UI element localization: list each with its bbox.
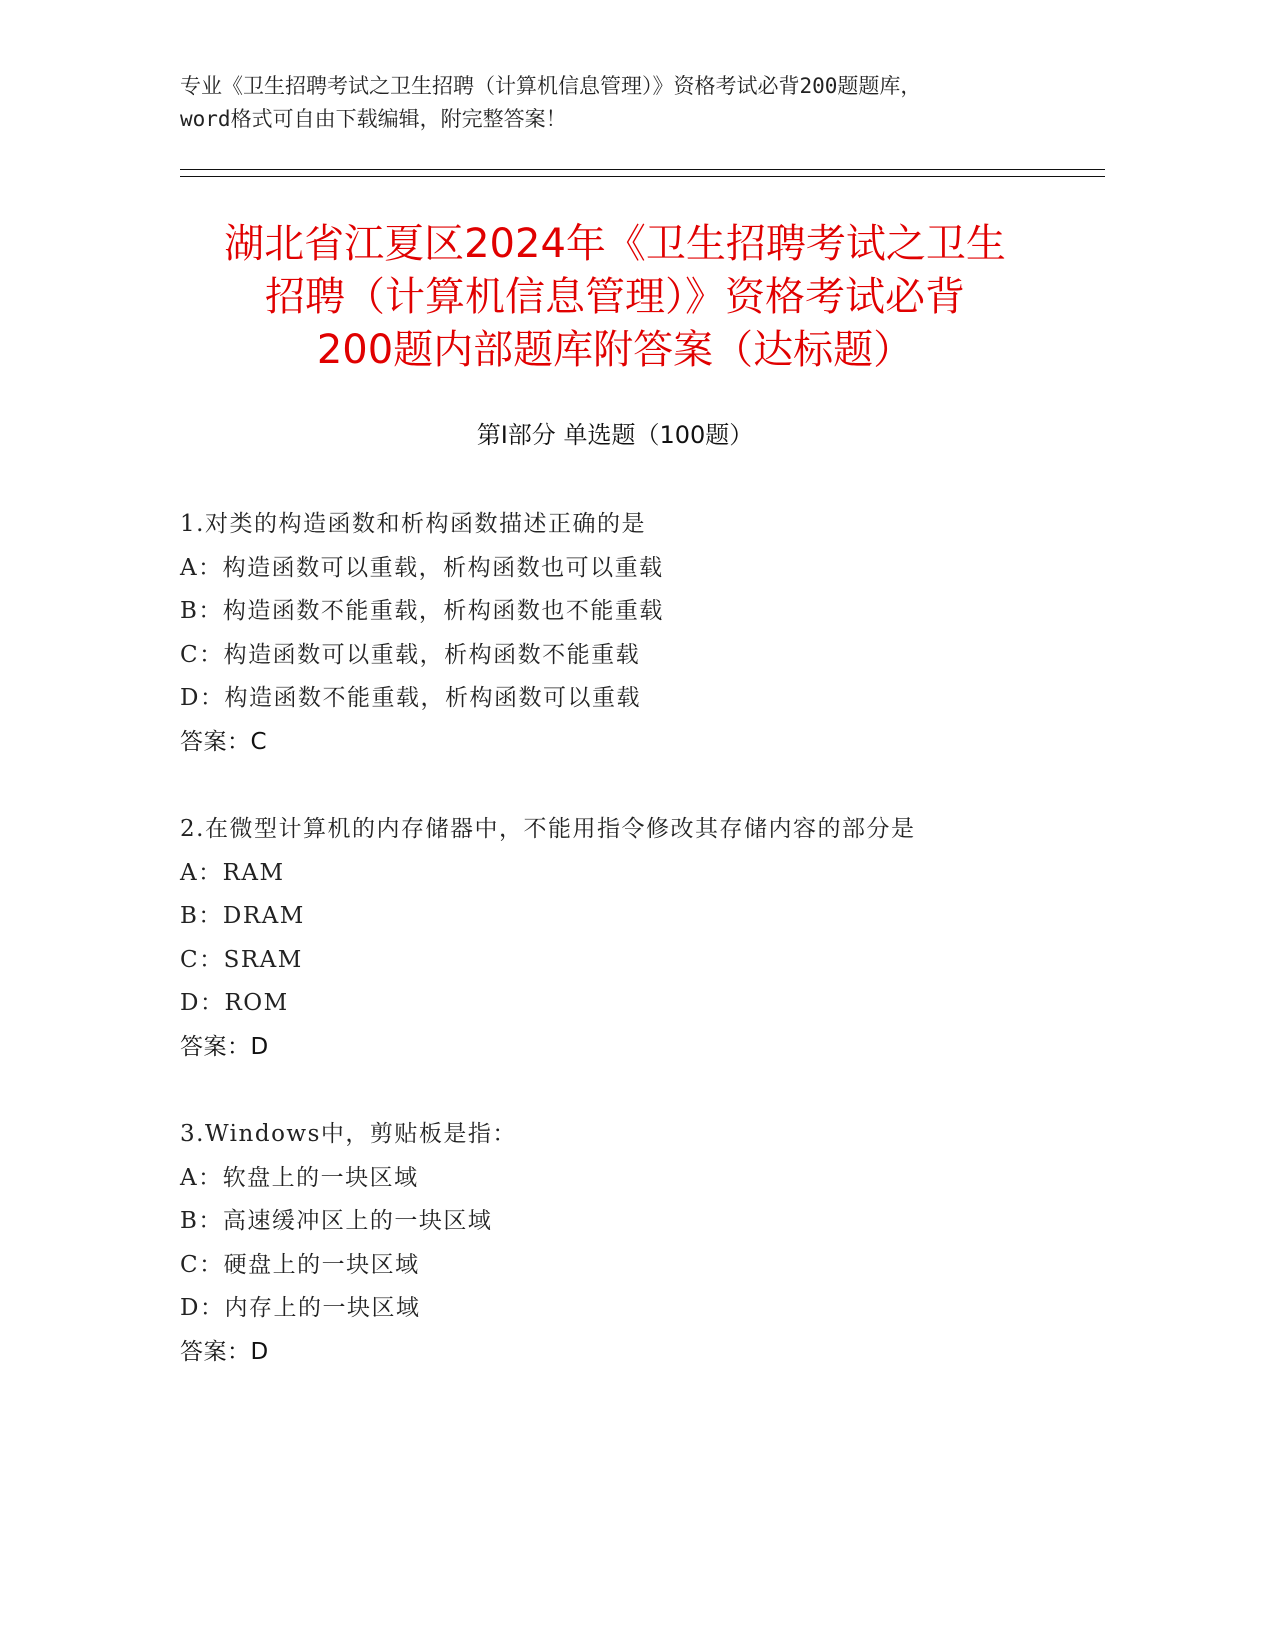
option-b: B：高速缓冲区上的一块区域: [180, 1208, 493, 1235]
question-stem: 3.Windows中，剪贴板是指：: [180, 1121, 517, 1147]
question-block: [180, 1113, 1080, 1375]
answer-line: 答案：C: [180, 728, 268, 755]
option-d: D：ROM: [180, 990, 289, 1017]
header-divider-top: [180, 169, 1105, 170]
option-c: C：构造函数可以重载，析构函数不能重载: [180, 641, 641, 668]
option-a: A：RAM: [180, 859, 285, 886]
option-a: A：构造函数可以重载，析构函数也可以重载: [180, 554, 664, 581]
option-d: D：构造函数不能重载，析构函数可以重载: [180, 685, 641, 712]
question-stem: 1.对类的构造函数和析构函数描述正确的是: [180, 511, 646, 537]
header-line-2: word格式可自由下载编辑，附完整答案！: [180, 107, 567, 131]
option-c: C：硬盘上的一块区域: [180, 1251, 420, 1278]
option-b: B：构造函数不能重载，析构函数也不能重载: [180, 598, 664, 625]
question-stem: 2.在微型计算机的内存储器中，不能用指令修改其存储内容的部分是: [180, 816, 916, 842]
question-block: [180, 503, 1080, 765]
title-line-2: 招聘（计算机信息管理）》资格考试必背: [265, 274, 965, 320]
option-b: B：DRAM: [180, 903, 305, 930]
header-divider-bottom: [180, 176, 1105, 177]
question-block: [180, 808, 1080, 1070]
option-d: D：内存上的一块区域: [180, 1295, 421, 1322]
title-line-1: 湖北省江夏区2024年《卫生招聘考试之卫生: [224, 221, 1006, 267]
option-a: A：软盘上的一块区域: [180, 1164, 419, 1191]
document-header: [180, 70, 1110, 136]
document-title: [150, 218, 1080, 377]
section-heading: 第Ⅰ部分 单选题（100题）: [476, 421, 754, 449]
option-c: C：SRAM: [180, 946, 303, 973]
answer-line: 答案：D: [180, 1338, 269, 1365]
answer-line: 答案：D: [180, 1033, 269, 1060]
title-line-3: 200题内部题库附答案（达标题）: [316, 327, 914, 373]
header-line-1: 专业《卫生招聘考试之卫生招聘（计算机信息管理）》资格考试必背200题题库，: [180, 74, 922, 98]
